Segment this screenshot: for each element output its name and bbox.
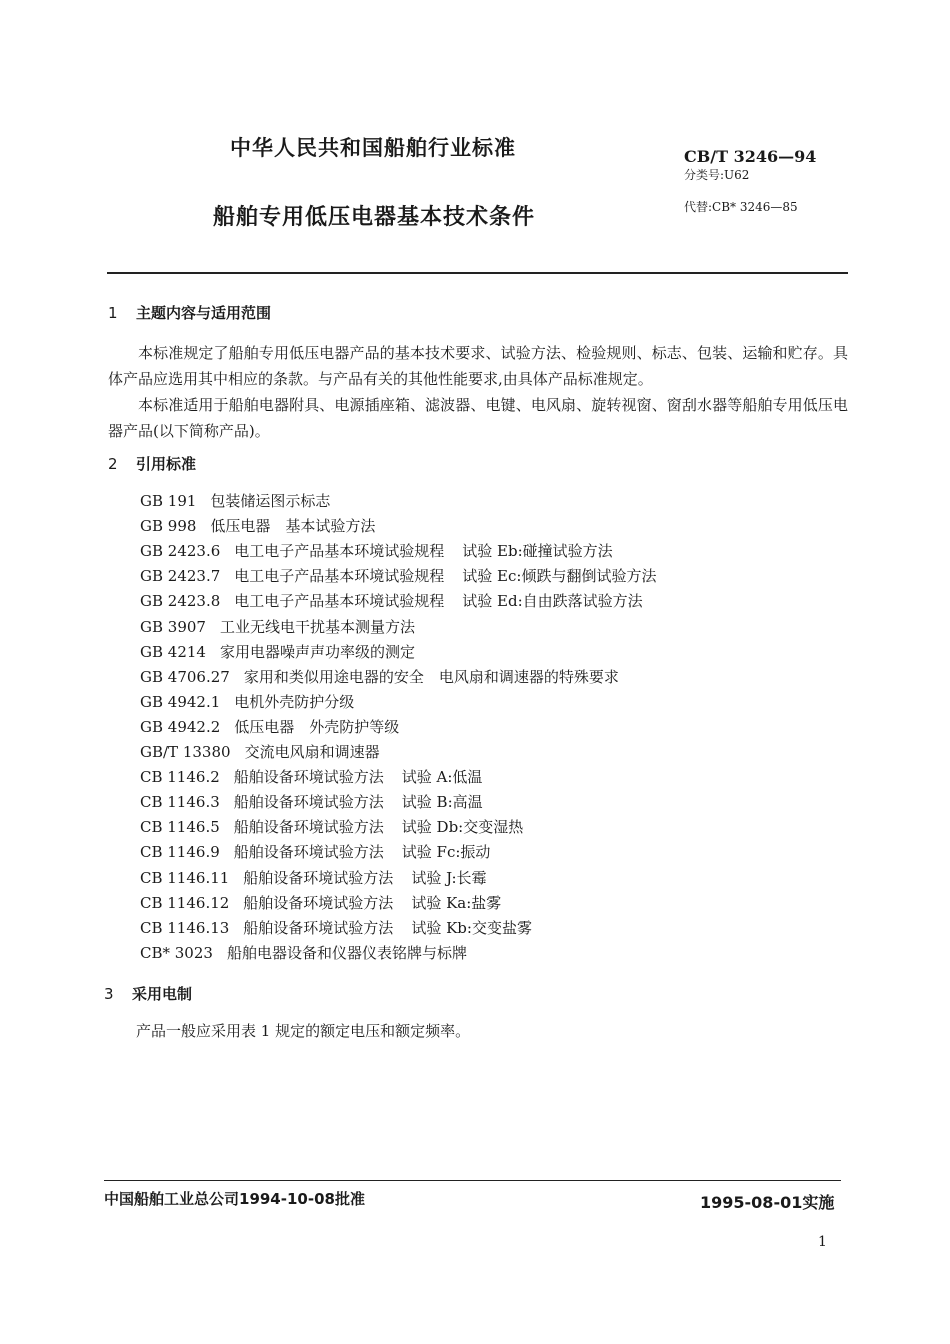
reference-item: [140, 716, 399, 737]
reference-name: 低压电器 基本试验方法: [210, 517, 376, 535]
page-number: 1: [818, 1234, 827, 1250]
reference-code: GB 2423.6: [140, 542, 221, 560]
standard-number: CB/T 3246—94: [684, 147, 817, 166]
reference-name: 电机外壳防护分级: [234, 693, 355, 711]
reference-name: 船舶设备环境试验方法: [233, 843, 384, 861]
reference-item: [140, 942, 467, 963]
reference-test: 试验 B:高温: [401, 793, 483, 811]
section-number: 3: [104, 985, 114, 1003]
reference-code: GB 4942.2: [140, 718, 221, 736]
reference-item: [140, 691, 354, 712]
reference-item: [140, 490, 330, 511]
standard-category-heading: 中华人民共和国船舶行业标准: [230, 136, 516, 160]
section-title: 采用电制: [132, 985, 193, 1003]
reference-item: [140, 666, 619, 687]
reference-name: 包装储运图示标志: [210, 492, 331, 510]
reference-name: 船舶设备环境试验方法: [243, 894, 394, 912]
reference-code: GB 3907: [140, 618, 206, 636]
section-number: 2: [108, 455, 118, 473]
reference-item: [140, 590, 643, 611]
paragraph: 本标准适用于船舶电器附具、电源插座箱、滤波器、电键、电风扇、旋转视窗、窗刮水器等船舶专用低压电器产品(以下简称产品)。: [108, 396, 848, 440]
reference-code: CB 1146.3: [140, 793, 220, 811]
effective-date: 1995-08-01实施: [700, 1193, 835, 1212]
reference-code: CB* 3023: [140, 944, 213, 962]
reference-test: 试验 Ed:自由跌落试验方法: [462, 592, 643, 610]
reference-name: 工业无线电干扰基本测量方法: [219, 618, 415, 636]
reference-item: [140, 515, 375, 536]
reference-item: [140, 841, 490, 862]
reference-code: CB 1146.11: [140, 869, 230, 887]
reference-test: 试验 Kb:交变盐雾: [411, 919, 532, 937]
reference-item: [140, 741, 380, 762]
reference-name: 低压电器 外壳防护等级: [234, 718, 400, 736]
section-title: 引用标准: [136, 455, 197, 473]
reference-code: GB 4214: [140, 643, 206, 661]
reference-name: 船舶设备环境试验方法: [233, 793, 384, 811]
reference-item: [140, 867, 487, 888]
section-heading-3: [104, 983, 192, 1004]
reference-name: 家用电器噪声声功率级的测定: [219, 643, 415, 661]
reference-item: [140, 641, 415, 662]
reference-code: CB 1146.12: [140, 894, 230, 912]
reference-code: CB 1146.2: [140, 768, 220, 786]
replaces-standard: 代替:CB* 3246—85: [684, 200, 798, 214]
reference-name: 电工电子产品基本环境试验规程: [234, 592, 445, 610]
footer-divider: [104, 1180, 841, 1181]
reference-code: GB 2423.7: [140, 567, 221, 585]
reference-test: 试验 Ec:倾跌与翻倒试验方法: [462, 567, 657, 585]
paragraph: 本标准规定了船舶专用低压电器产品的基本技术要求、试验方法、检验规则、标志、包装、运输和贮存。具体产品应选用其中相应的条款。与产品有关的其他性能要求,由具体产品标准规定。: [108, 344, 848, 388]
classification-number: 分类号:U62: [684, 168, 750, 182]
section-3-paragraph: 产品一般应采用表 1 规定的额定电压和额定频率。: [136, 1022, 471, 1040]
reference-name: 船舶电器设备和仪器仪表铭牌与标牌: [226, 944, 467, 962]
reference-name: 船舶设备环境试验方法: [243, 919, 394, 937]
reference-item: [140, 766, 482, 787]
reference-name: 交流电风扇和调速器: [244, 743, 380, 761]
reference-item: [140, 565, 656, 586]
reference-code: GB/T 13380: [140, 743, 231, 761]
reference-test: 试验 Eb:碰撞试验方法: [462, 542, 613, 560]
reference-test: 试验 Fc:振动: [401, 843, 491, 861]
reference-test: 试验 A:低温: [401, 768, 483, 786]
section-heading-2: [108, 453, 196, 474]
reference-code: GB 191: [140, 492, 197, 510]
approval-line: 中国船舶工业总公司1994-10-08批准: [104, 1190, 365, 1208]
reference-name: 船舶设备环境试验方法: [233, 818, 384, 836]
reference-code: CB 1146.9: [140, 843, 220, 861]
reference-item: [140, 816, 523, 837]
reference-item: [140, 540, 613, 561]
reference-name: 船舶设备环境试验方法: [233, 768, 384, 786]
reference-name: 电工电子产品基本环境试验规程: [234, 542, 445, 560]
section-number: 1: [108, 304, 118, 322]
reference-code: GB 2423.8: [140, 592, 221, 610]
reference-code: GB 4706.27: [140, 668, 230, 686]
header-divider: [107, 272, 848, 274]
reference-name: 船舶设备环境试验方法: [243, 869, 394, 887]
reference-code: CB 1146.5: [140, 818, 220, 836]
reference-code: CB 1146.13: [140, 919, 230, 937]
reference-item: [140, 892, 501, 913]
document-title: 船舶专用低压电器基本技术条件: [213, 205, 536, 230]
reference-test: 试验 Db:交变湿热: [401, 818, 524, 836]
reference-code: GB 998: [140, 517, 197, 535]
reference-test: 试验 J:长霉: [411, 869, 487, 887]
reference-name: 家用和类似用途电器的安全 电风扇和调速器的特殊要求: [243, 668, 619, 686]
reference-code: GB 4942.1: [140, 693, 221, 711]
reference-item: [140, 616, 415, 637]
reference-item: [140, 917, 532, 938]
reference-test: 试验 Ka:盐雾: [411, 894, 502, 912]
reference-name: 电工电子产品基本环境试验规程: [234, 567, 445, 585]
section-1-body: [108, 340, 848, 444]
section-heading-1: [108, 302, 271, 323]
reference-item: [140, 791, 483, 812]
section-title: 主题内容与适用范围: [136, 304, 272, 322]
